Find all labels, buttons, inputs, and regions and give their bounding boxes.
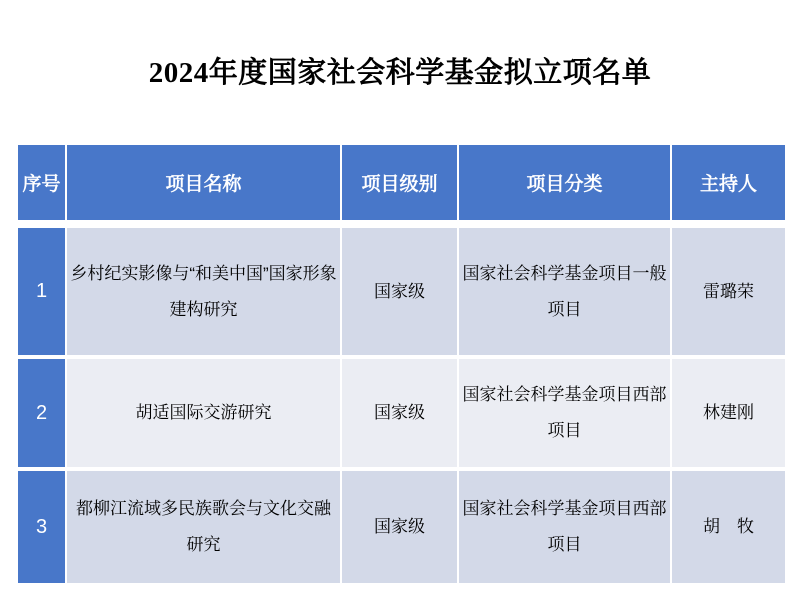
row-number-cell: 2: [18, 359, 65, 467]
row-number-cell: 3: [18, 471, 65, 583]
page-title: 2024年度国家社会科学基金拟立项名单: [148, 57, 652, 89]
table-row: [18, 228, 785, 355]
host-cell: 林建刚: [672, 359, 785, 467]
level-cell: 国家级: [342, 228, 457, 355]
column-header-category: 项目分类: [459, 145, 670, 220]
level-cell: 国家级: [342, 471, 457, 583]
host-cell: 胡 牧: [672, 471, 785, 583]
project-name-cell: 乡村纪实影像与“和美中国”国家形象建构研究: [67, 228, 340, 355]
table-header-row: [18, 145, 785, 220]
category-cell: 国家社会科学基金项目西部项目: [459, 471, 670, 583]
row-number-cell: 1: [18, 228, 65, 355]
table-row: [18, 359, 785, 467]
column-header-number: 序号: [18, 145, 65, 220]
category-cell: 国家社会科学基金项目西部项目: [459, 359, 670, 467]
level-cell: 国家级: [342, 359, 457, 467]
category-cell: 国家社会科学基金项目一般项目: [459, 228, 670, 355]
column-header-level: 项目级别: [342, 145, 457, 220]
project-name-cell: 都柳江流域多民族歌会与文化交融研究: [67, 471, 340, 583]
column-header-name: 项目名称: [67, 145, 340, 220]
host-cell: 雷璐荣: [672, 228, 785, 355]
column-header-host: 主持人: [672, 145, 785, 220]
project-name-cell: 胡适国际交游研究: [67, 359, 340, 467]
projects-table: [18, 145, 785, 583]
table-row: [18, 471, 785, 583]
